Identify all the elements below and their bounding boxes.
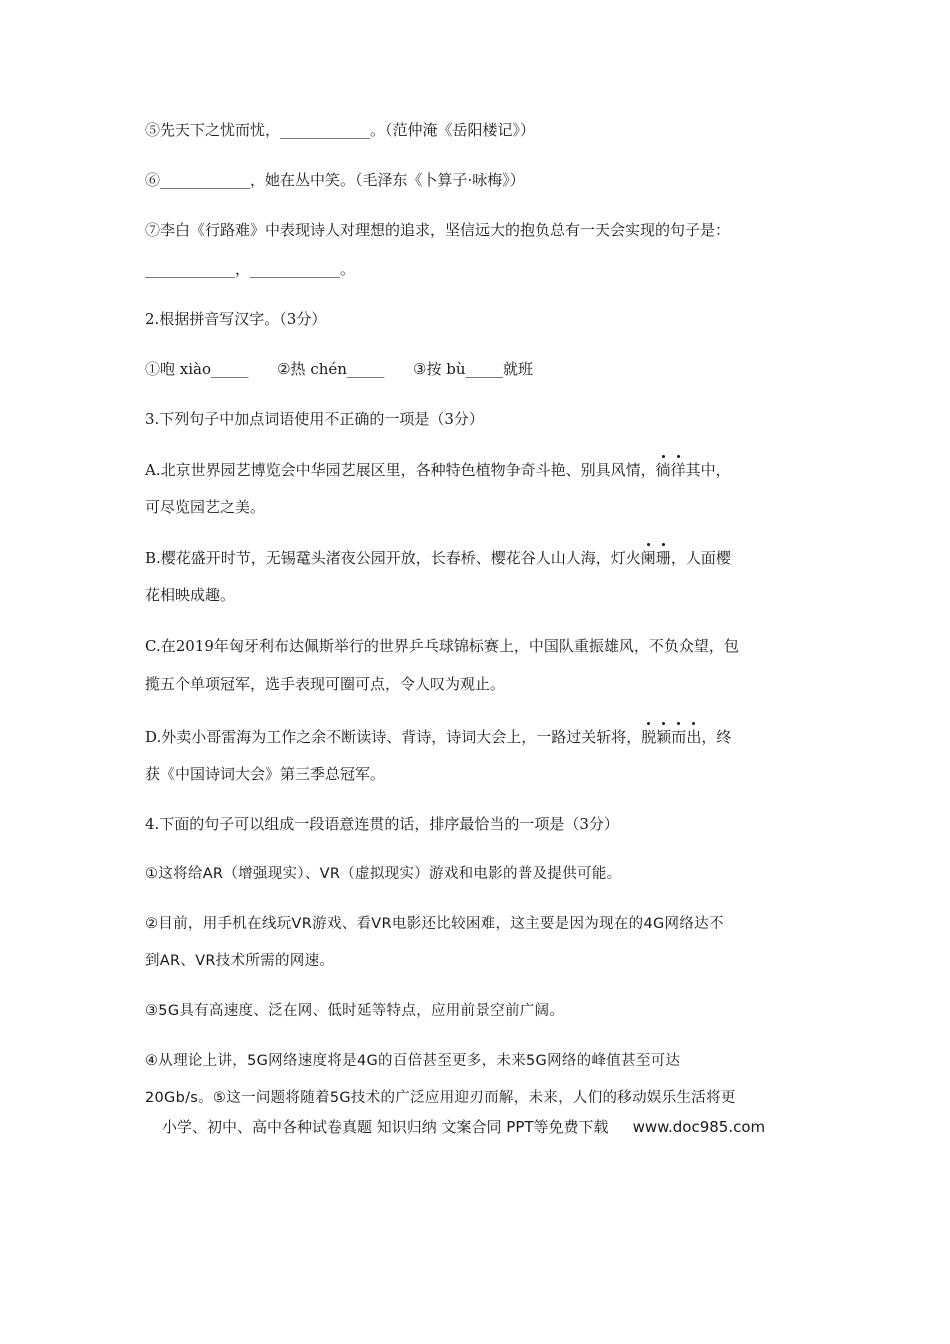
text-line: ①咆 xiào_____ ②热 chén_____ ③按 bù_____就班	[145, 360, 534, 378]
text-line: 到AR、VR技术所需的网速。	[145, 953, 335, 969]
option-d: D.外卖小哥雷海为工作之余不断读诗、背诗，诗词大会上，一路过关斩将，脱颖而出，终	[145, 728, 732, 746]
emphasis-char: 出	[686, 728, 702, 746]
text-line: 花相映成趣。	[145, 586, 236, 604]
text-line: ⑤先天下之忧而忧，____________。（范仲淹《岳阳楼记》）	[145, 121, 536, 139]
option-a: A.北京世界园艺博览会中华园艺展区里，各种特色植物争奇斗艳、别具风情，徜徉其中，	[145, 461, 731, 479]
sentence-1: ①这将给AR（增强现实）、VR（虚拟现实）游戏和电影的普及提供可能。	[145, 866, 622, 882]
question-heading: 3.下列句子中加点词语使用不正确的一项是（3分）	[145, 410, 484, 428]
emphasis-char: 脱	[641, 728, 657, 746]
sentence-3: ③5G具有高速度、泛在网、低时延等特点，应用前景空前广阔。	[145, 1003, 565, 1019]
text-line: 获《中国诗词大会》第三季总冠军。	[145, 765, 386, 783]
emphasis-char: 阑	[640, 549, 656, 567]
emphasis-char: 颖	[656, 728, 672, 746]
option-c: C.在2019年匈牙利布达佩斯举行的世界乒乓球锦标赛上，中国队重振雄风，不负众望，包	[145, 637, 739, 655]
emphasis-char: 珊	[655, 549, 671, 567]
text-line: 揽五个单项冠军，选手表现可圈可点，令人叹为观止。	[145, 675, 506, 693]
footer-url[interactable]: www.doc985.com	[632, 1118, 766, 1136]
option-b: B.樱花盛开时节，无锡鼋头渚夜公园开放，长春桥、樱花谷人山人海，灯火阑珊，人面樱	[145, 549, 731, 567]
emphasis-char: 徜	[655, 461, 671, 479]
emphasis-char: 而	[671, 728, 687, 746]
question-heading: 4.下面的句子可以组成一段语意连贯的话，排序最恰当的一项是（3分）	[145, 815, 619, 833]
footer	[162, 1116, 765, 1137]
sentence-2: ②目前，用手机在线玩VR游戏、看VR电影还比较困难，这主要是因为现在的4G网络达不	[145, 916, 724, 932]
text-line: ⑥____________，她在丛中笑。（毛泽东《卜算子·咏梅》）	[145, 171, 525, 189]
footer-text: 小学、初中、高中各种试卷真题 知识归纳 文案合同 PPT等免费下载	[162, 1118, 609, 1136]
text-line: ____________，____________。	[145, 260, 356, 278]
sentence-4: ④从理论上讲，5G网络速度将是4G的百倍甚至更多，未来5G网络的峰值甚至可达	[145, 1053, 681, 1069]
text-line: ⑦李白《行路难》中表现诗人对理想的追求，坚信远大的抱负总有一天会实现的句子是：	[145, 221, 731, 239]
question-heading: 2.根据拼音写汉字。（3分）	[145, 310, 327, 328]
text-line: 可尽览园艺之美。	[145, 498, 266, 516]
emphasis-char: 徉	[670, 461, 686, 479]
sentence-5: 20Gb/s。⑤这一问题将随着5G技术的广泛应用迎刃而解，未来，人们的移动娱乐生活将更	[145, 1090, 736, 1106]
